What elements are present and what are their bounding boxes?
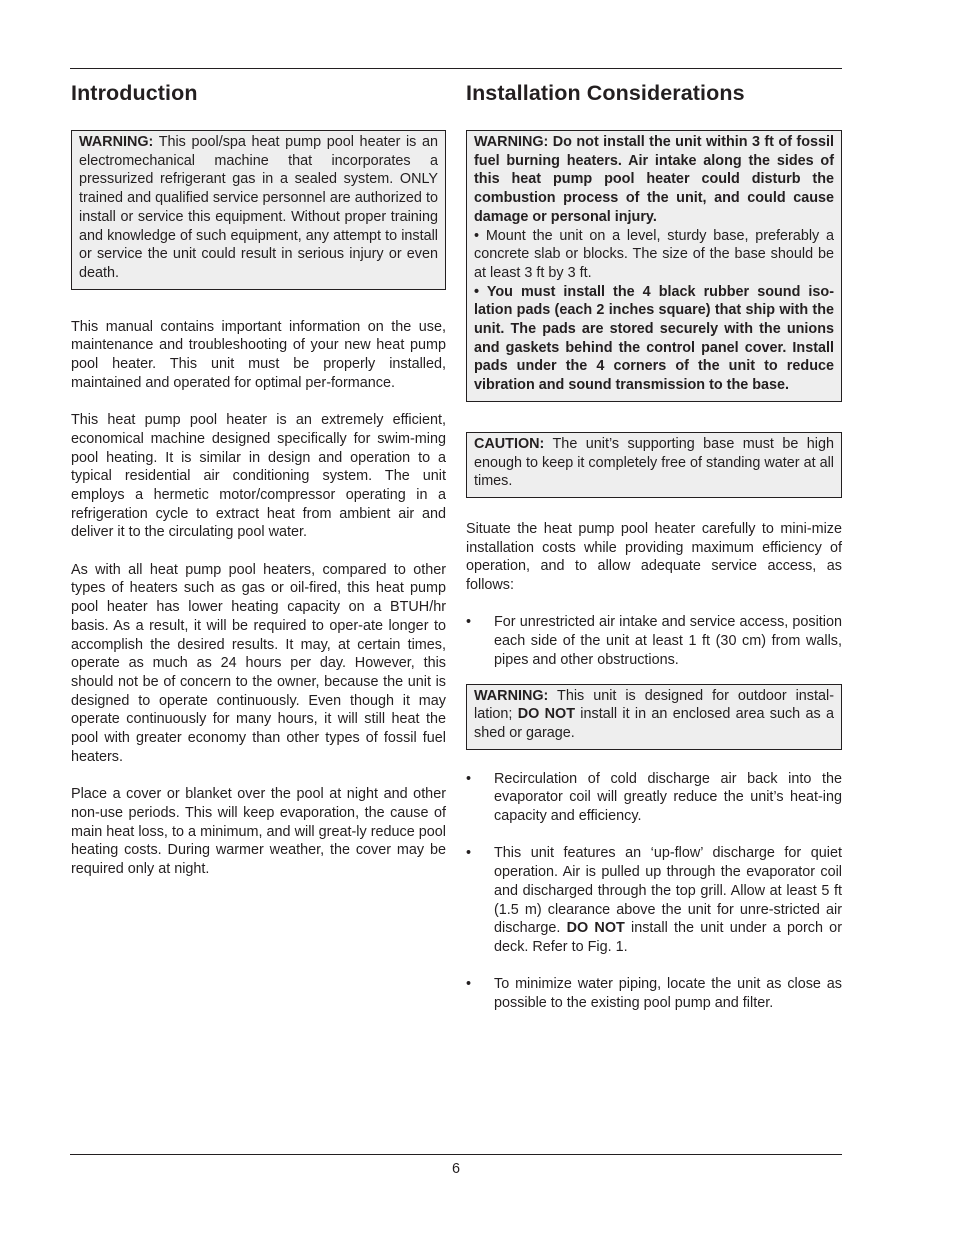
installation-warning-box xyxy=(466,130,842,402)
warning-mount-note: • Mount the unit on a level, sturdy base, preferably a concrete slab or blocks. The size of the base should be at least 3 ft by 3 ft. xyxy=(474,227,834,281)
bullet-text: To minimize water piping, locate the unit as close as possible to the existing pool pump and filter. xyxy=(494,976,842,1012)
list-item xyxy=(466,613,842,669)
introduction-heading: Introduction xyxy=(71,81,198,105)
situate-paragraph: Situate the heat pump pool heater carefully to mini-mize installation costs while providing maximum efficiency of operation, and to allow adequate service access, as follows: xyxy=(466,520,842,594)
warning-text: This unit is designed for outdoor instal-lation; xyxy=(474,687,834,723)
bullet-text: For unrestricted air intake and service access, position each side of the unit at least 1 ft (30 cm) from walls, pipes and other obstructions. xyxy=(494,614,842,668)
right-column xyxy=(466,78,842,1013)
bullet-text-end: install the unit under a porch or deck. Refer to Fig. 1. xyxy=(494,920,842,955)
bullet-dot: • xyxy=(466,770,472,787)
warning-pads-note: • You must install the 4 black rubber sound iso-lation pads (each 2 inches square) that ship with the unit. The pads are stored securely with the unions and gaskets behind the control panel cover. Install pads under the 4 corners of the unit to reduce vibration and sound transmission to the base. xyxy=(474,283,834,394)
bullet-text: Recirculation of cold discharge air back into the evaporator coil will greatly reduce the unit’s heat-ing capacity and efficiency. xyxy=(494,770,842,825)
list-item xyxy=(466,844,842,956)
caution-label: CAUTION: xyxy=(474,435,545,452)
do-not-emphasis: DO NOT xyxy=(566,920,625,937)
warning-label: WARNING: xyxy=(474,687,549,704)
warning-text-end: install it in an enclosed area such as a shed or garage. xyxy=(474,706,834,741)
intro-paragraph-1: This manual contains important information on the use, maintenance and troubleshooting of your new heat pump pool heater. This unit must be properly installed, maintained and operated for optimal per-formance. xyxy=(71,318,446,391)
bullet-dot: • xyxy=(466,845,472,862)
caution-text: The unit’s supporting base must be high enough to keep it completely free of standing water at all times. xyxy=(474,435,834,490)
warning-text: This pool/spa heat pump pool heater is an electromechanical machine that incorporates a pressurized refrigerant gas in a sealed system. ONLY trained and qualified service personnel are authorized to install or service this equipment. Without proper training and knowledge of such equipment, any attempt to install or service the unit could result in serious injury or even death. xyxy=(79,134,438,281)
bullet-dot: • xyxy=(466,976,472,993)
footer-rule xyxy=(70,1154,842,1155)
warning-bold-text: Do not install the unit within 3 ft of fossil fuel burning heaters. Air intake along the sides of this heat pump pool heater could disturb the combustion process of the unit, and could cause damage or personal injury. xyxy=(474,134,834,225)
list-item xyxy=(466,770,842,826)
list-item xyxy=(466,975,842,1012)
intro-paragraph-3: As with all heat pump pool heaters, compared to other types of heaters such as gas or oil-fired, this heat pump pool heater has lower heating capacity on a BTUH/hr basis. As a result, it will be required to oper-ate longer to accomplish the desired results. It may, at certain times, operate as much as 24 hours per day. However, this should not be of concern to the owner, because the unit is designed to operate continuously. Even though it may operate continuously for many hours, it will still heat the pool with greater economy than other types of fossil fuel heaters. xyxy=(71,561,446,765)
intro-paragraph-4: Place a cover or blanket over the pool at night and other non-use periods. This will keep evaporation, the cause of main heat loss, to a minimum, and will great-ly reduce pool heating costs. During warmer weather, the cover may be required only at night. xyxy=(71,786,446,877)
bullet-dot: • xyxy=(466,614,472,631)
installation-heading: Installation Considerations xyxy=(466,81,745,105)
warning-label: WARNING: xyxy=(474,134,549,150)
enclosure-warning-box xyxy=(466,684,842,750)
intro-paragraph-2: This heat pump pool heater is an extremely efficient, economical machine designed specifically for swim-ming pool heating. It is similar in design and operation to a typical residential air conditioning system. The unit employs a hermetic motor/compressor operating in a refrigeration cycle to extract heat from ambient air and deliver it to the circulating pool water. xyxy=(71,412,446,541)
bullet-text: This unit features an ‘up-flow’ discharge for quiet operation. Air is pulled up through the evaporator coil and discharged through the top grill. Allow at least 5 ft (1.5 m) clearance above the unit for unre-stricted air discharge. xyxy=(494,845,842,937)
warning-label: WARNING: xyxy=(79,134,154,150)
caution-box xyxy=(466,432,842,498)
header-rule xyxy=(70,68,842,69)
introduction-warning-box xyxy=(71,130,446,290)
do-not-emphasis: DO NOT xyxy=(517,706,575,723)
page-number: 6 xyxy=(451,1161,460,1177)
left-column xyxy=(71,78,446,879)
